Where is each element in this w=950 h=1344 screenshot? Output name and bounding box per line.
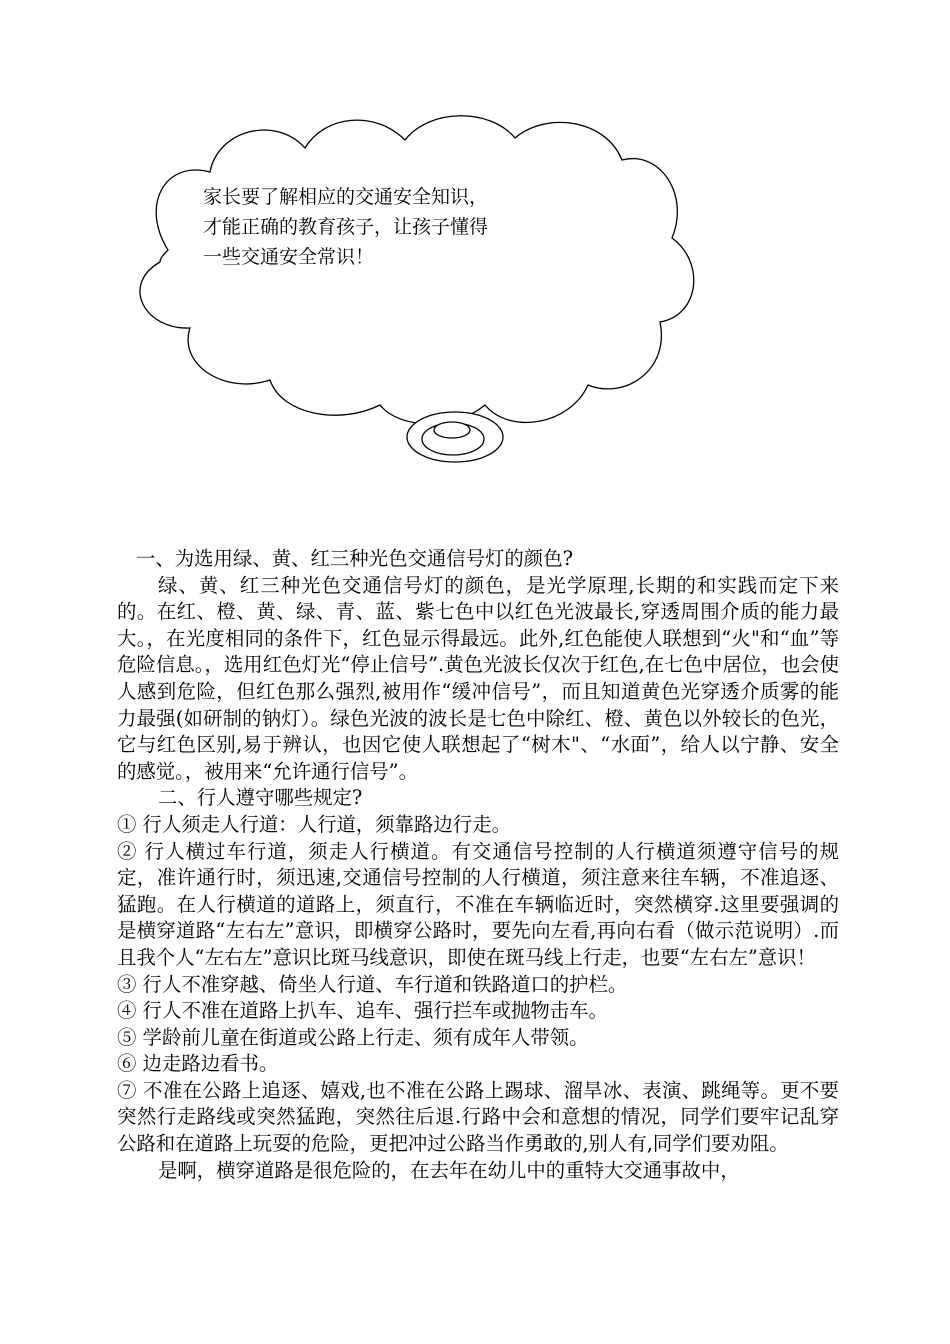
closing-paragraph: 是啊，横穿道路是很危险的，在去年在幼儿中的重特大交通事故中， — [158, 1158, 740, 1182]
rule-item: ⑦ 不准在公路上追逐、嬉戏,也不准在公路上踢球、溜旱冰、表演、跳绳等。更不要突然行走路线或突然猛跑，突然往后退.行路中会和意想的情况，同学们要牢记乱穿公路和在道路上玩耍的危险，更把冲过公路当作勇敢的,别人有,同学们要劝阻。 — [117, 1078, 839, 1156]
callout-line: 一些交通安全常识！ — [203, 246, 375, 268]
callout-line: 家长要了解相应的交通安全知识， — [203, 186, 489, 208]
section2-heading: 二、行人遵守哪些规定? — [158, 786, 363, 810]
rule-item: ③ 行人不准穿越、倚坐人行道、车行道和铁路道口的护栏。 — [117, 972, 628, 996]
section1-heading: 一、为选用绿、黄、红三种光色交通信号灯的颜色? — [136, 547, 573, 570]
article-body — [117, 546, 839, 1184]
rule-item: ⑥ 边走路边看书。 — [117, 1052, 279, 1076]
section1-paragraph: 绿、黄、红三种光色交通信号灯的颜色，是光学原理,长期的和实践而定下来的。在红、橙、黄、绿、青、蓝、紫七色中以红色光波最长,穿透周围介质的能力最大。，在光度相同的条件下，红色显示得最远。此外,红色能使人联想到“火"和“血”等危险信息。，选用红色灯光“停止信号”.黄色光波长仅次于红色,在七色中居位，也会使人感到危险，但红色那么强烈,被用作“缓冲信号”，而且知道黄色光穿透介质雾的能力最强(如研制的钠灯）。绿色光波的波长是七色中除红、橙、黄色以外较长的色光，它与红色区别,易于辨认，也因它使人联想起了“树木"、“水面”，给人以宁静、安全的感觉。，被用来“允许通行信号”。 — [117, 573, 839, 783]
rule-item: ④ 行人不准在道路上扒车、追车、强行拦车或抛物击车。 — [117, 999, 608, 1023]
rule-item: ① 行人须走人行道：人行道，须靠路边行走。 — [117, 812, 511, 836]
rule-item: ⑤ 学龄前儿童在街道或公路上行走、须有成年人带领。 — [117, 1025, 589, 1049]
rule-item: ② 行人横过车行道，须走人行横道。有交通信号控制的人行横道须遵守信号的规定，准许通行时，须迅速,交通信号控制的人行横道，须注意来往车辆，不准追逐、猛跑。在人行横道的道路上，须直行，不准在车辆临近时，突然横穿.这里要强调的是横穿道路“左右左”意识，即横穿公路时，要先向左看,再向右看（做示范说明）.而且我个人“左右左”意识比斑马线意识，即使在斑马线上行走，也要“左右左”意识！ — [117, 839, 839, 969]
callout-text — [203, 182, 583, 272]
thought-bubble-small — [434, 422, 470, 438]
callout-line: 才能正确的教育孩子，让孩子懂得 — [203, 216, 489, 238]
